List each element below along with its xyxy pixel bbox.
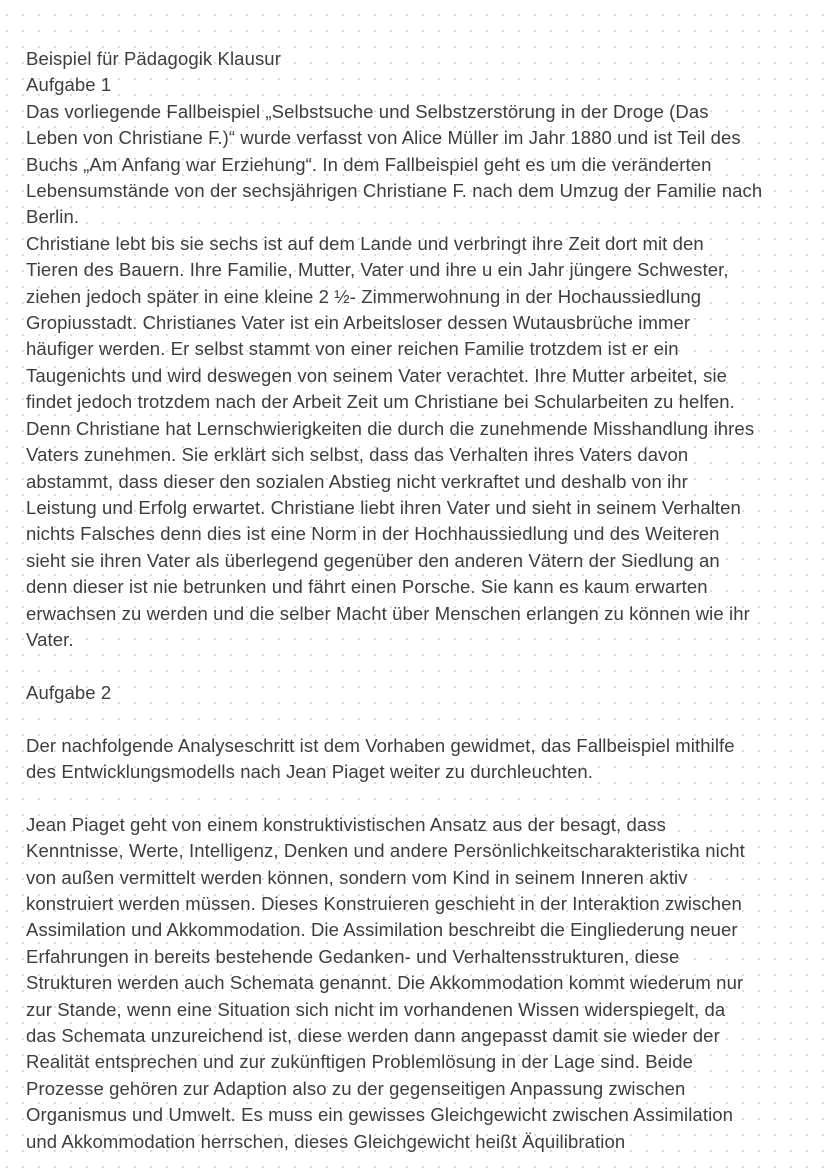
text-line: von außen vermittelt werden können, sondern vom Kind in seinem Inneren aktiv — [26, 866, 688, 888]
text-line: Der nachfolgende Analyseschritt ist dem Vorhaben gewidmet, das Fallbeispiel mithilfe — [26, 734, 735, 756]
text-line: Aufgabe 1 — [26, 74, 112, 96]
text-line: Strukturen werden auch Schemata genannt. Die Akkommodation kommt wiederum nur — [26, 972, 744, 994]
text-line: Das vorliegende Fallbeispiel „Selbstsuche und Selbstzerstörung in der Droge (Das — [26, 100, 709, 122]
text-line: sieht sie ihren Vater als überlegend gegenüber den anderen Vätern der Siedlung an — [26, 549, 720, 571]
text-line: ziehen jedoch später in eine kleine 2 ½- Zimmerwohnung in der Hochaussiedlung — [26, 285, 702, 307]
text-line: Tieren des Bauern. Ihre Familie, Mutter, Vater und ihre u ein Jahr jüngere Schwester, — [26, 259, 729, 281]
text-line: Taugenichts und wird deswegen von seinem Vater verachtet. Ihre Mutter arbeitet, sie — [26, 364, 728, 386]
text-line: Aufgabe 2 — [26, 681, 112, 703]
text-line — [26, 653, 810, 679]
text-line: denn dieser ist nie betrunken und fährt einen Porsche. Sie kann es kaum erwarten — [26, 576, 708, 598]
document-text — [26, 46, 810, 1155]
text-line: Assimilation und Akkommodation. Die Assimilation beschreibt die Eingliederung neuer — [26, 919, 738, 941]
text-line: findet jedoch trotzdem nach der Arbeit Zeit um Christiane bei Schularbeiten zu helfen. — [26, 391, 735, 413]
text-line: Kenntnisse, Werte, Intelligenz, Denken und andere Persönlichkeitscharakteristika nicht — [26, 840, 745, 862]
text-line: des Entwicklungsmodells nach Jean Piaget weiter zu durchleuchten. — [26, 760, 593, 782]
text-line: und Akkommodation herrschen, dieses Gleichgewicht heißt Äquilibration — [26, 1130, 626, 1152]
text-line: Jean Piaget geht von einem konstruktivistischen Ansatz aus der besagt, dass — [26, 813, 666, 835]
text-line: Christiane lebt bis sie sechs ist auf dem Lande und verbringt ihre Zeit dort mit den — [26, 232, 704, 254]
text-line: erwachsen zu werden und die selber Macht über Menschen erlangen zu können wie ihr — [26, 602, 750, 624]
text-line: Lebensumstände von der sechsjährigen Christiane F. nach dem Umzug der Familie nach — [26, 180, 763, 202]
text-line: Erfahrungen in bereits bestehende Gedanken- und Verhaltensstrukturen, diese — [26, 945, 680, 967]
text-line: Gropiusstadt. Christianes Vater ist ein Arbeitsloser dessen Wutausbrüche immer — [26, 312, 691, 334]
text-line: Organismus und Umwelt. Es muss ein gewisses Gleichgewicht zwischen Assimilation — [26, 1104, 734, 1126]
text-line: zur Stande, wenn eine Situation sich nicht im vorhandenen Wissen widerspiegelt, da — [26, 998, 726, 1020]
text-line: konstruiert werden müssen. Dieses Konstruieren geschieht in der Interaktion zwischen — [26, 893, 742, 914]
text-line: abstammt, dass dieser den sozialen Abstieg nicht verkraftet und deshalb von ihr — [26, 470, 688, 492]
text-line: Denn Christiane hat Lernschwierigkeiten die durch die zunehmende Misshandlung ihres — [26, 417, 755, 439]
text-line: Buchs „Am Anfang war Erziehung“. In dem Fallbeispiel geht es um die veränderten — [26, 153, 712, 175]
text-line: häufiger werden. Er selbst stammt von einer reichen Familie trotzdem ist er ein — [26, 338, 679, 360]
text-line — [26, 706, 810, 732]
text-line — [26, 785, 810, 811]
text-line: Realität entsprechen und zur zukünftigen Problemlösung in der Lage sind. Beide — [26, 1051, 694, 1073]
text-line: Prozesse gehören zur Adaption also zu der gegenseitigen Anpassung zwischen — [26, 1077, 686, 1099]
text-line: das Schemata unzureichend ist, diese werden dann angepasst damit sie wieder der — [26, 1025, 720, 1047]
text-line: Leben von Christiane F.)“ wurde verfasst von Alice Müller im Jahr 1880 und ist Teil des — [26, 127, 741, 149]
text-line: Berlin. — [26, 206, 80, 228]
text-line: Vaters zunehmen. Sie erklärt sich selbst, dass das Verhalten ihres Vaters davon — [26, 444, 689, 466]
text-line: Leistung und Erfolg erwartet. Christiane liebt ihren Vater und sieht in seinem Verhalten — [26, 496, 741, 518]
text-line: Beispiel für Pädagogik Klausur — [26, 48, 281, 69]
text-line: nichts Falsches denn dies ist eine Norm in der Hochhaussiedlung und des Weiteren — [26, 523, 720, 545]
text-line: Vater. — [26, 628, 74, 650]
